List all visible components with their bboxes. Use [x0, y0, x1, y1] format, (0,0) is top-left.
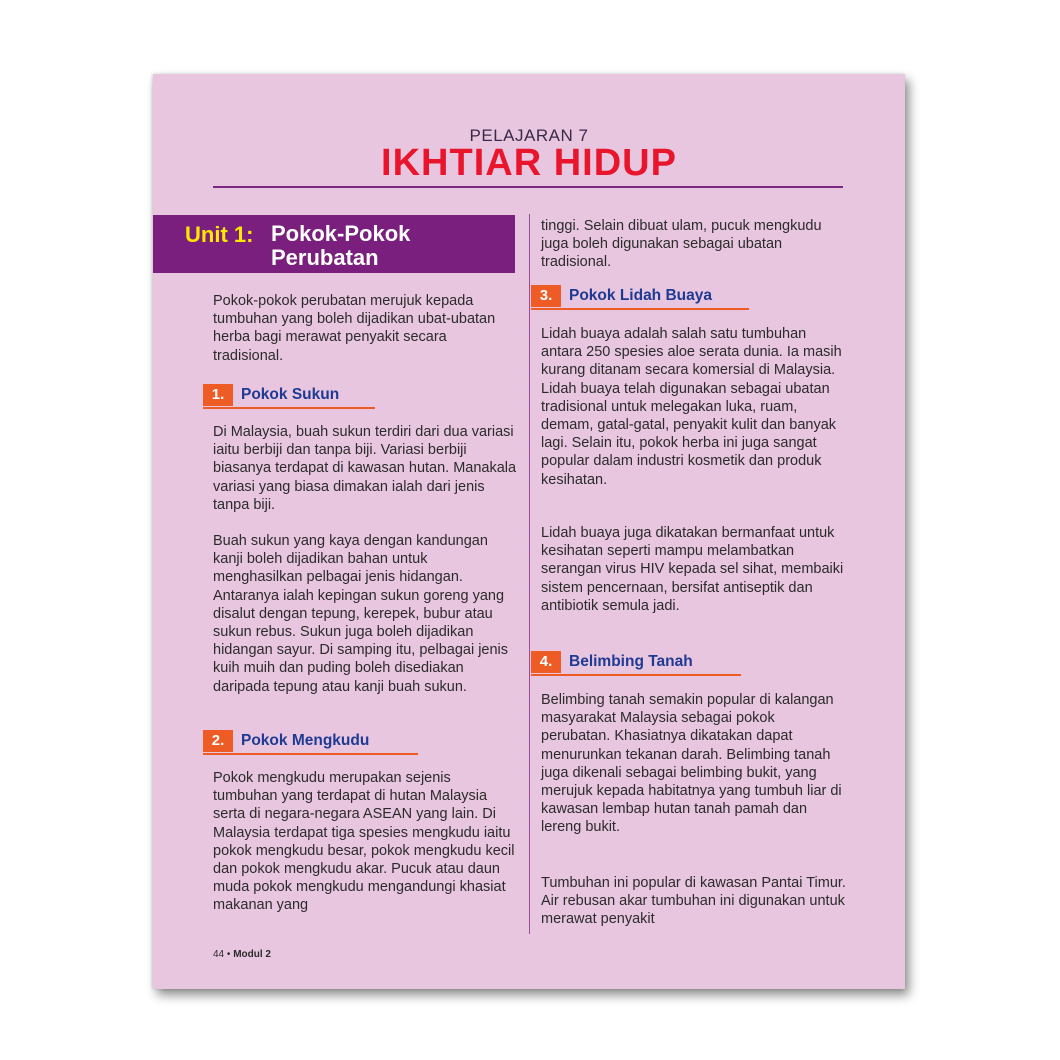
page-title: IKHTIAR HIDUP: [381, 142, 677, 184]
section-4-paragraph-1: Belimbing tanah semakin popular di kalangan masyarakat Malaysia sebagai pokok perubatan. Khasiatnya dikatakan dapat menurunkan tekanan darah. Belimbing tanah juga dikenali sebagai belimbing bukit, yang merujuk kepada habitatnya yang tumbuh liar di kawasan lembap hutan tanah pamah dan lereng bukit.: [541, 692, 842, 836]
unit-prefix: Unit 1:: [185, 222, 254, 247]
section-title: Pokok Sukun: [241, 386, 340, 403]
section-3-paragraph-1: Lidah buaya adalah salah satu tumbuhan antara 250 spesies aloe serata dunia. Ia masih kurang ditanam secara komersial di Malaysia. Lidah buaya telah digunakan sebagai ubatan tradisional untuk melegakan luka, ruam, demam, gatal-gatal, penyakit kulit dan banyak lagi. Selain itu, pokok herba ini juga sangat popular dalam industri kosmetik dan produk kesihatan.: [541, 326, 842, 488]
section-title: Pokok Mengkudu: [241, 732, 370, 749]
lesson-label: PELAJARAN 7: [469, 126, 589, 145]
section-number: 2.: [203, 730, 233, 752]
page-footer: [213, 949, 271, 960]
section-1-paragraph-2: Buah sukun yang kaya dengan kandungan kanji boleh dijadikan bahan untuk menghasilkan pelbagai jenis hidangan. Antaranya ialah kepingan sukun goreng yang disalut dengan tepung, kerepek, bubur atau sukun rebus. Sukun juga boleh dijadikan hidangan sayur. Di samping itu, pelbagai jenis kuih muih dan puding boleh disediakan daripada tepung atau kanji buah sukun.: [213, 533, 509, 695]
section-number: 4.: [531, 651, 561, 673]
section-1-paragraph-1: Di Malaysia, buah sukun terdiri dari dua variasi iaitu berbiji dan tanpa biji. Variasi berbiji biasanya terdapat di kawasan hutan. Manakala variasi yang biasa dimakan ialah dari jenis tanpa biji.: [213, 424, 517, 513]
unit-title-line1: Pokok-Pokok: [271, 221, 411, 246]
section-underline: [531, 674, 741, 676]
section-underline: [531, 308, 749, 310]
section-underline: [203, 753, 418, 755]
section-2-paragraph-2: tinggi. Selain dibuat ulam, pucuk mengkudu juga boleh digunakan sebagai ubatan tradisional.: [541, 218, 822, 271]
section-number: 3.: [531, 285, 561, 307]
unit-title-line2: Perubatan: [271, 245, 379, 270]
footer-separator: •: [226, 949, 231, 960]
section-number: 1.: [203, 384, 233, 406]
section-2-paragraph-1: Pokok mengkudu merupakan sejenis tumbuhan yang terdapat di hutan Malaysia serta di negara-negara ASEAN yang lain. Di Malaysia terdapat tiga spesies mengkudu iaitu pokok mengkudu besar, pokok mengkudu kecil dan pokok mengkudu akar. Pucuk atau daun muda pokok mengkudu mengandungi khasiat makanan yang: [213, 770, 515, 914]
intro-paragraph: Pokok-pokok perubatan merujuk kepada tumbuhan yang boleh dijadikan ubat-ubatan herba bagi merawat penyakit secara tradisional.: [213, 293, 496, 364]
module-label: Modul 2: [233, 949, 271, 960]
section-3-paragraph-2: Lidah buaya juga dikatakan bermanfaat untuk kesihatan seperti mampu melambatkan serangan virus HIV kepada sel sihat, membaiki sistem pencernaan, bersifat antiseptik dan antibiotik semula jadi.: [541, 525, 844, 614]
section-title: Belimbing Tanah: [569, 653, 693, 670]
section-4-paragraph-2: Tumbuhan ini popular di kawasan Pantai Timur. Air rebusan akar tumbuhan ini digunakan untuk merawat penyakit: [541, 875, 846, 928]
page-number: 44: [213, 949, 225, 960]
section-underline: [203, 407, 375, 409]
unit-title: [271, 222, 410, 270]
title-divider: [213, 186, 843, 188]
section-title: Pokok Lidah Buaya: [569, 287, 712, 304]
column-divider: [529, 214, 530, 934]
book-page: [153, 74, 905, 989]
